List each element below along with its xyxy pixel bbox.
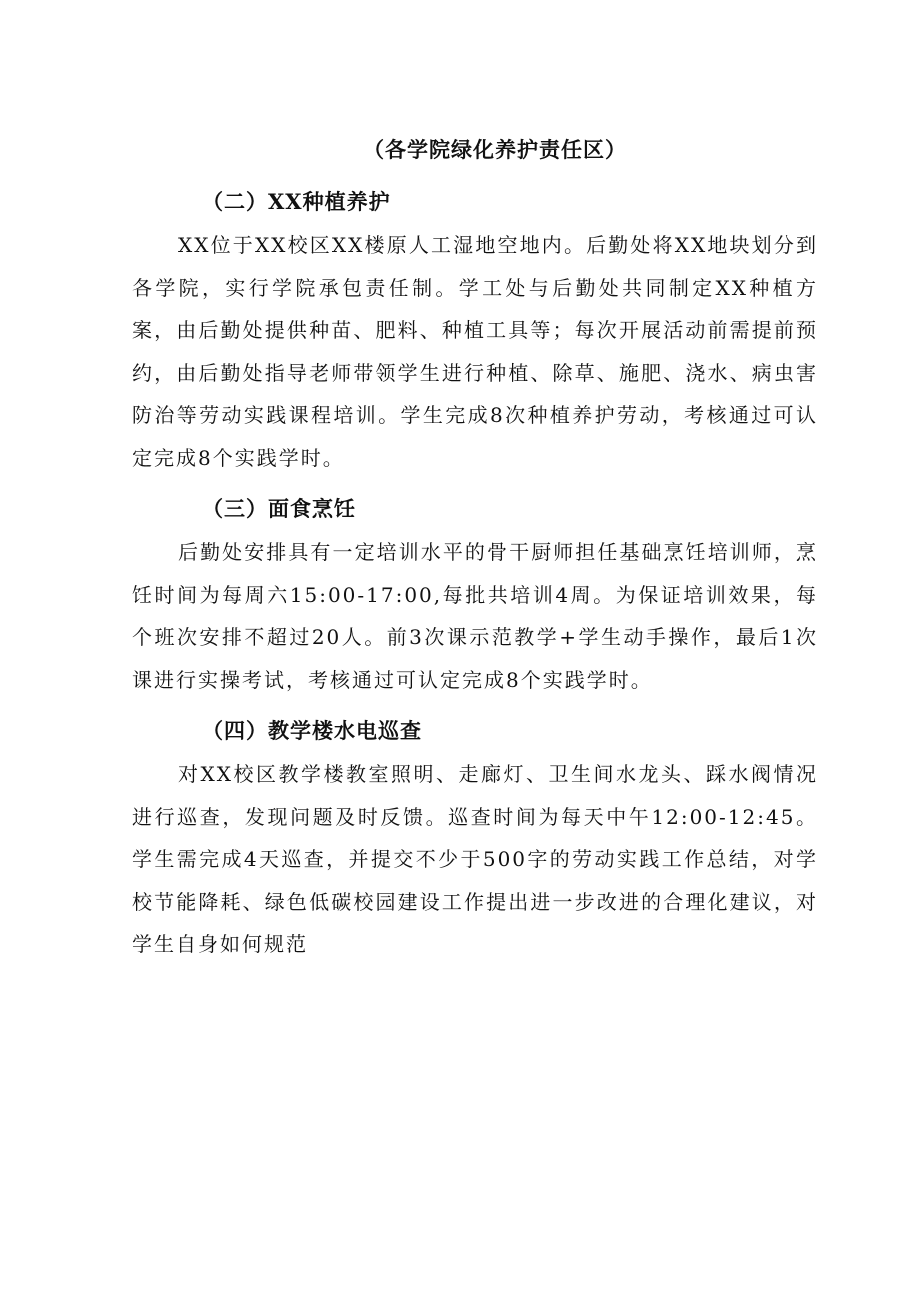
section-paragraph: 后勤处安排具有一定培训水平的骨干厨师担任基础烹饪培训师，烹饪时间为每周六15:00-17:00,每批共培训4周。为保证培训效果，每个班次安排不超过20人。前3次课示范教学+学生动手操作，最后1次课进行实操考试，考核通过可认定完成8个实践学时。 [132,540,818,692]
section-cooking [132,487,818,701]
section-paragraph: 对XX校区教学楼教室照明、走廊灯、卫生间水龙头、踩水阀情况进行巡查，发现问题及时反馈。巡查时间为每天中午12:00-12:45。学生需完成4天巡查，并提交不少于500字的劳动实践工作总结，对学校节能降耗、绿色低碳校园建设工作提出进一步改进的合理化建议，对学生自身如何规范 [132,762,818,956]
section-heading: （二）XX种植养护 [202,189,391,214]
section-heading: （三）面食烹饪 [202,496,356,521]
section-paragraph: XX位于XX校区XX楼原人工湿地空地内。后勤处将XX地块划分到各学院，实行学院承包责任制。学工处与后勤处共同制定XX种植方案，由后勤处提供种苗、肥料、种植工具等；每次开展活动前需提前预约，由后勤处指导老师带领学生进行种植、除草、施肥、浇水、病虫害防治等劳动实践课程培训。学生完成8次种植养护劳动，考核通过可认定完成8个实践学时。 [132,233,818,470]
section-heading: （四）教学楼水电巡查 [202,718,422,743]
section-planting [132,180,818,479]
section-inspection [132,709,818,966]
document-title: （各学院绿化养护责任区） [363,137,627,162]
document-page [132,128,818,966]
